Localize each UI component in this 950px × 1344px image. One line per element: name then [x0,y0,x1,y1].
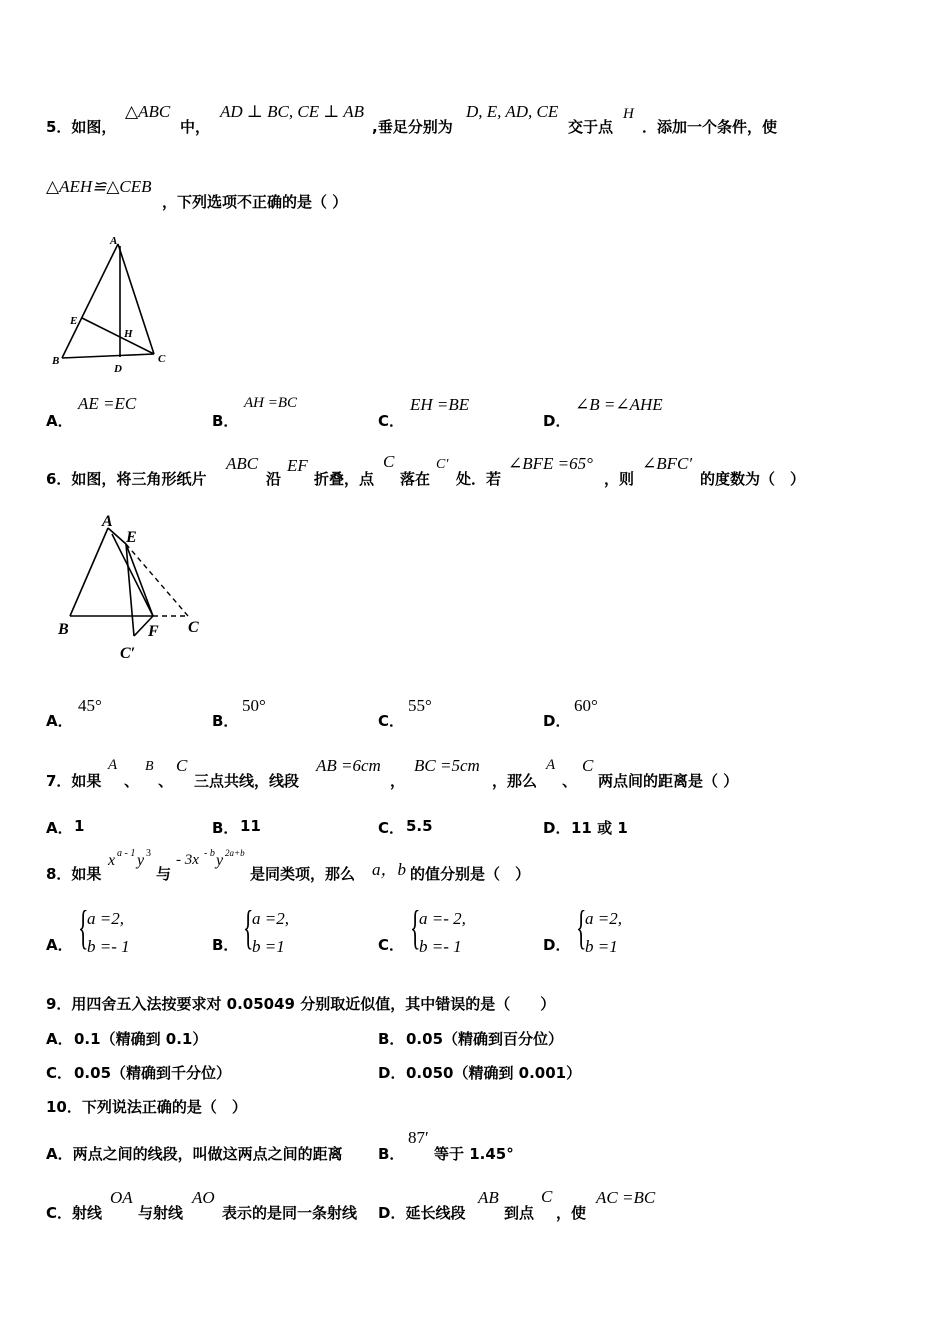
q6-text-5: ，则 [604,470,635,488]
q8-term1-x-exp: a - 1 [117,848,136,859]
q5-number: 5．如图， [46,118,117,136]
q5-option-c: EH =BE [410,395,470,414]
q8-term1-y-exp: 3 [146,848,151,859]
q6-option-c-label: C． [378,712,405,730]
q6-text-6: 的度数为（ ） [700,470,806,488]
q7-option-d-label: D． [543,819,571,837]
q7-option-a-label: A． [46,819,73,837]
q5-text-3: 交于点 [568,118,614,136]
q6-option-b: 50° [242,696,266,715]
q6-option-c: 55° [408,696,432,715]
q7-text-2: ，那么 [492,772,538,790]
q6-option-b-label: B． [212,712,239,730]
q7-sep-3: 、 [562,772,578,790]
q6-text-3: 落在 [400,470,431,488]
q7-ab-length: AB =6cm [316,756,381,775]
q8-option-b-brace: { [243,901,254,954]
q7-text-1: 三点共线，线段 [194,772,300,790]
q5-label-b: B [52,355,60,367]
q6-label-e: E [126,529,137,546]
q10-option-c-text-2: 表示的是同一条射线 [222,1204,358,1222]
q5-label-e: E [70,315,78,327]
q5-option-c-label: C． [378,412,405,430]
q8-option-d-label: D． [543,936,571,954]
q6-edge-ab [70,528,108,616]
q8-option-c-label: C． [378,936,405,954]
q8-option-b-label: B． [212,936,239,954]
q8-text-3: 的值分别是（ ） [410,865,531,883]
q6-option-d: 60° [574,696,598,715]
q5-feet: D, E, AD, CE [466,102,559,121]
q6-option-a-label: A． [46,712,73,730]
q7-text-3: 两点间的距离是（ ） [598,772,739,790]
q8-option-d-brace: { [576,901,587,954]
q6-angle-target: ∠BFC′ [642,454,693,473]
q10-option-c-ao: AO [192,1188,215,1207]
q5-option-a: AE =EC [78,394,137,413]
q5-text-1: 中， [180,118,211,136]
q7-option-b-label: B． [212,819,239,837]
q7-point-a-2: A [546,757,556,773]
q5-option-b: AH =BC [244,395,298,411]
q10-option-d-c: C [541,1187,553,1206]
q7-option-b: 11 [240,817,261,835]
q8-term2-y-exp: 2a+b [225,848,245,858]
q9-option-d-label: D． [378,1064,406,1082]
q10-option-b-label: B． [378,1145,405,1163]
q6-ef: EF [287,456,308,475]
q10-option-d-text-1: 到点 [504,1204,535,1222]
q5-label-d: D [114,363,122,375]
q5-option-a-label: A． [46,412,73,430]
q6-label-a: A [102,513,113,530]
q8-vars: a，b [372,860,406,879]
q6-option-d-label: D． [543,712,571,730]
q5-point-h: H [623,106,634,122]
q10-option-b-math: 87′ [408,1128,429,1147]
q6-number: 6．如图，将三角形纸片 [46,470,207,488]
q6-edge-ec-prime [126,544,134,636]
q5-figure [50,232,180,377]
q5-option-d-label: D． [543,412,571,430]
q5-text-2: ,垂足分别为 [372,118,453,136]
q7-sep-1: 、 [124,772,140,790]
q6-option-a: 45° [78,696,102,715]
q5-text-4: ．添加一个条件，使 [642,118,778,136]
q5-edge-bc [62,354,154,358]
q8-term1-x: x [108,852,116,869]
q7-number: 7．如果 [46,772,102,790]
q10-option-c-text-1: 与射线 [138,1204,184,1222]
q8-term2-x-exp: - b [204,848,215,859]
q5-label-c: C [158,353,166,365]
q5-congruence: △AEH≌△CEB [46,177,152,196]
q9-stem: 9．用四舍五入法按要求对 0.05049 分别取近似值，其中错误的是（ ） [46,995,556,1013]
q8-term2-coef: - 3x [176,852,199,868]
q5-option-b-label: B． [212,412,239,430]
q7-option-a: 1 [74,817,85,835]
q10-stem: 10．下列说法正确的是（ ） [46,1098,247,1116]
q10-option-d-text-2: ，使 [556,1204,587,1222]
q9-option-c: 0.05（精确到千分位） [74,1064,232,1082]
q10-option-d-label: D．延长线段 [378,1204,466,1222]
q7-point-c-2: C [582,756,594,775]
q10-option-d-ab: AB [478,1188,499,1207]
q7-bc-length: BC =5cm [414,756,480,775]
q6-label-f: F [148,623,159,640]
q9-option-d: 0.050（精确到 0.001） [406,1064,582,1082]
q5-triangle: △ABC [125,102,171,121]
q9-option-b-label: B． [378,1030,405,1048]
q9-option-c-label: C． [46,1064,73,1082]
q6-figure [50,508,210,668]
q10-option-d-eq: AC =BC [596,1188,656,1207]
q5-edge-ab [62,244,118,358]
q6-label-b: B [58,621,69,638]
q9-option-a-label: A． [46,1030,73,1048]
q7-point-c: C [176,756,188,775]
q10-option-c-oa: OA [110,1188,133,1207]
q10-option-b-text: 等于 1.45° [434,1145,514,1163]
q8-term2-y: y [216,852,224,869]
q8-option-c-line2: b =- 1 [419,937,462,956]
q7-comma: ， [390,772,406,790]
q6-crease-line [112,534,153,616]
q8-option-a-line2: b =- 1 [87,937,130,956]
q7-point-a: A [108,757,118,773]
q8-option-d-line1: a =2, [585,909,622,928]
q6-edge-ef [126,544,153,616]
q6-label-c-prime: C′ [120,645,136,662]
q6-text-4: 处．若 [456,470,502,488]
q6-label-c: C [188,619,199,636]
q8-option-c-brace: { [410,901,421,954]
q8-option-d-line2: b =1 [585,937,618,956]
q5-option-d: ∠B =∠AHE [575,395,663,414]
q8-option-b-line2: b =1 [252,937,285,956]
q6-edge-ae [108,528,126,544]
q7-option-c-label: C． [378,819,405,837]
q7-option-c: 5.5 [406,817,433,835]
q8-text-2: 是同类项，那么 [250,865,356,883]
q9-option-b: 0.05（精确到百分位） [406,1030,564,1048]
q8-text-1: 与 [156,865,172,883]
q6-abc: ABC [226,454,259,473]
q8-number: 8．如果 [46,865,102,883]
q5-text-5: ，下列选项不正确的是（ ） [162,193,348,211]
q6-text-1: 沿 [266,470,282,488]
q8-option-b-line1: a =2, [252,909,289,928]
q8-option-a-label: A． [46,936,73,954]
q6-c: C [383,452,395,471]
q8-option-a-brace: { [78,901,89,954]
q5-label-a: A [110,235,118,247]
q7-option-d: 11 或 1 [571,819,628,837]
q8-option-a-line1: a =2, [87,909,124,928]
q5-condition: AD ⊥ BC, CE ⊥ AB [220,102,365,121]
q6-c-prime: C′ [436,457,449,472]
q5-label-h: H [124,328,133,340]
q8-option-c-line1: a =- 2, [419,909,466,928]
q10-option-a: A．两点之间的线段，叫做这两点之间的距离 [46,1145,343,1163]
q6-text-2: 折叠，点 [314,470,375,488]
q9-option-a: 0.1（精确到 0.1） [74,1030,208,1048]
q10-option-c-label: C．射线 [46,1204,103,1222]
q7-point-b: B [145,759,154,774]
q7-sep-2: 、 [158,772,174,790]
q6-angle-bfe: ∠BFE =65° [508,454,593,473]
q8-term1-y: y [137,852,145,869]
